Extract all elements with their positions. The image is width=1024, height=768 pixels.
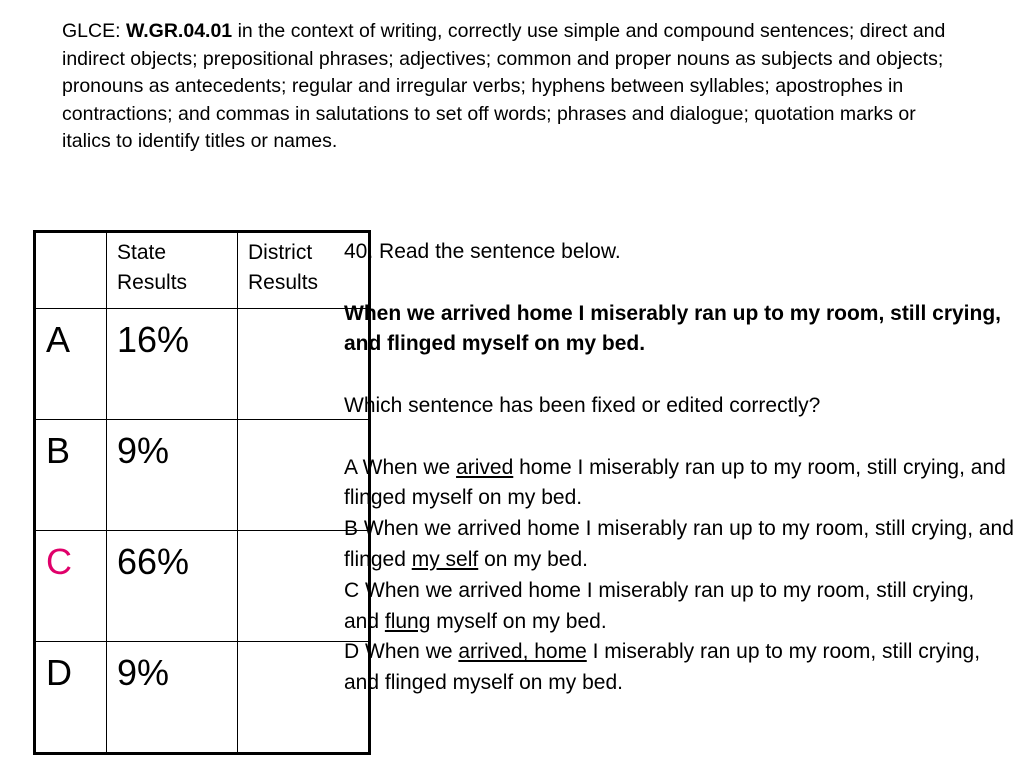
state-results-header: State Results [107, 232, 238, 309]
answer-highlight-c: flung [384, 609, 431, 633]
answer-option-b: B When we arrived home I miserably ran up to my room, still crying, and flinged my self on my bed. [344, 517, 1014, 571]
answer-option-c: C When we arrived home I miserably ran up to my room, still crying, and flung myself on my bed. [344, 578, 975, 633]
answer-option-a: A When we arived home I miserably ran up to my room, still crying, and flinged myself on my bed. [344, 455, 1006, 510]
table-row [35, 420, 370, 531]
district-results-header: District Results [238, 232, 370, 309]
table-header-row [35, 232, 370, 309]
glce-description: in the context of writing, correctly use simple and compound sentences; direct and indirect objects; prepositional phrases; adjectives; common and proper nouns as subjects and objects; pronouns as antecedents; regular and irregular verbs; hyphens between syllables; apostrophes in contractions; and commas in salutations to set off words; phrases and dialogue; quotation marks or italics to identify titles or names. [62, 20, 946, 152]
question-ask: Which sentence has been fixed or edited correctly? [344, 393, 821, 417]
option-label-c: C [35, 531, 107, 642]
table-row [35, 309, 370, 420]
option-label-a: A [35, 309, 107, 420]
state-result-c: 66% [107, 531, 238, 642]
state-result-d: 9% [107, 642, 238, 754]
answer-highlight-a: arived [456, 455, 514, 479]
glce-prefix: GLCE: [62, 20, 126, 42]
glce-standard [62, 18, 962, 156]
glce-code: W.GR.04.01 [125, 20, 233, 42]
answer-highlight-d: arrived, home [458, 640, 587, 664]
results-table [33, 230, 371, 755]
question-prompt: 40. Read the sentence below. [344, 240, 621, 263]
question-sentence: When we arrived home I miserably ran up to my room, still crying, and flinged myself on my bed. [344, 301, 1001, 356]
option-label-b: B [35, 420, 107, 531]
table-row [35, 642, 370, 754]
table-corner-cell [35, 232, 107, 309]
table-row [35, 531, 370, 642]
answer-option-d: D When we arrived, home I miserably ran up to my room, still crying, and flinged myself on my bed. [344, 640, 981, 695]
state-result-b: 9% [107, 420, 238, 531]
answer-highlight-b: my self [411, 547, 479, 571]
state-result-a: 16% [107, 309, 238, 420]
option-label-d: D [35, 642, 107, 754]
question-block [344, 237, 1014, 699]
